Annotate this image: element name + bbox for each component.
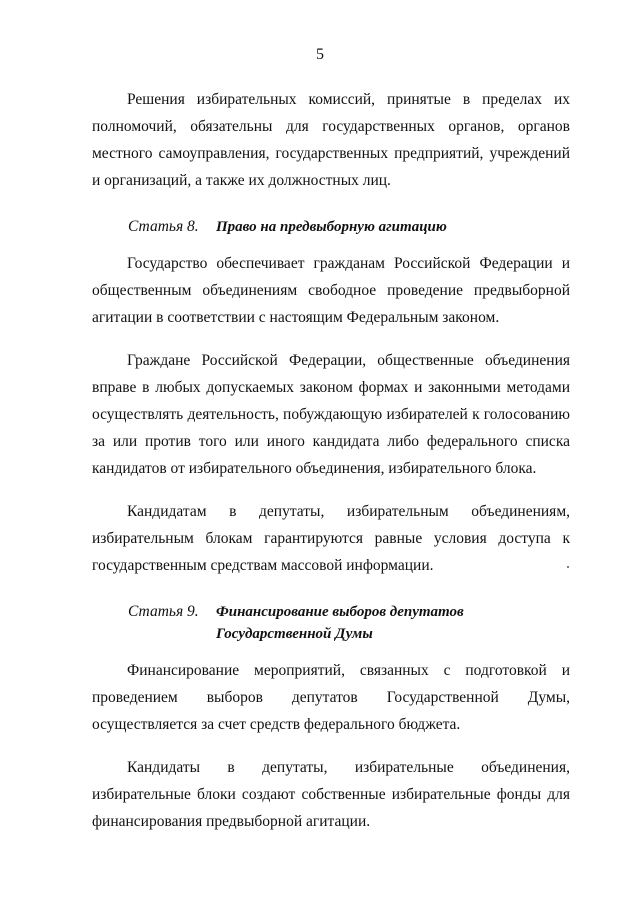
article-9-number: Статья 9. <box>128 603 199 620</box>
paragraph-commission-decisions: Решения избирательных комиссий, принятые в пределах их полномочий, обязательны для государственных органов, органов местного самоуправления, государственных предприятий, учреждений и организаций, а также их должностных лиц. <box>92 91 570 189</box>
article-8-heading <box>92 216 570 238</box>
article-9-title-line-2: Государственной Думы <box>216 626 373 642</box>
paragraph-citizens-rights: Граждане Российской Федерации, общественные объединения вправе в любых допускаемых законом формах и законными методами осуществлять деятельность, побуждающую избирателей к голосованию за или против того или иного кандидата либо федерального списка кандидатов от избирательного объединения, избирательного блока. <box>92 352 570 477</box>
page-number: 5 <box>316 46 324 63</box>
article-9-title-line-1: Финансирование выборов депутатов <box>216 604 464 620</box>
article-8-number: Статья 8. <box>128 218 199 235</box>
article-9-heading <box>92 601 570 645</box>
article-9-title <box>216 601 464 645</box>
document-body <box>92 86 570 835</box>
paragraph-federal-financing: Финансирование мероприятий, связанных с подготовкой и проведением выборов депутатов Государственной Думы, осуществляется за счет средств федерального бюджета. <box>92 662 570 733</box>
article-8-title <box>216 216 447 238</box>
scan-speck <box>567 566 569 568</box>
paragraph-media-access: Кандидатам в депутаты, избирательным объединениям, избирательным блокам гарантируются равные условия доступа к государственным средствам массовой информации. <box>92 503 570 574</box>
paragraph-election-funds: Кандидаты в депутаты, избирательные объединения, избирательные блоки создают собственные избирательные фонды для финансирования предвыборной агитации. <box>92 759 570 830</box>
article-8-title-text: Право на предвыборную агитацию <box>216 219 447 235</box>
paragraph-state-guarantee: Государство обеспечивает гражданам Российской Федерации и общественным объединениям свободное проведение предвыборной агитации в соответствии с настоящим Федеральным законом. <box>92 255 570 326</box>
